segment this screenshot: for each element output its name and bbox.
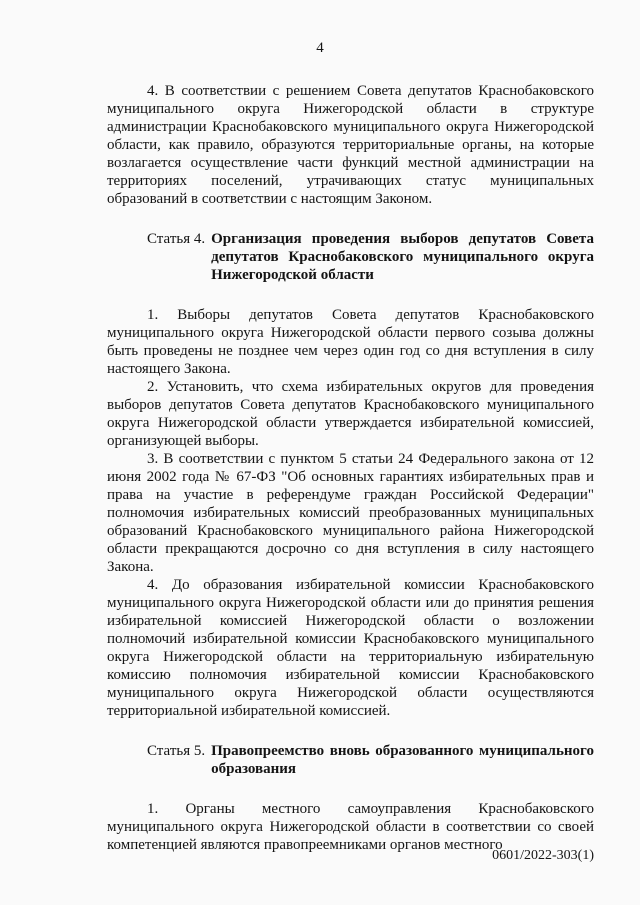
paragraph: 3. В соответствии с пунктом 5 статьи 24 Федерального закона от 12 июня 2002 года № 67-ФЗ "Об основных гарантиях избирательных прав и права на участие в референдуме граждан Российской Федерации" полномочия избирательных комиссий преобразованных муниципальных образований Краснобаковского муниципального района Нижегородской области прекращаются досрочно со дня вступления в силу настоящего Закона. [107,451,594,575]
paragraph: 4. До образования избирательной комиссии Краснобаковского муниципального округа Нижегородской области или до принятия решения избирательной комиссией Нижегородской области о возложении полномочий избирательной комиссии Краснобаковского муниципального округа Нижегородской области на территориальную избирательную комиссию полномочия избирательной комиссии Краснобаковского муниципального округа Нижегородской области осуществляются территориальной избирательной комиссией. [107,577,594,719]
document-body [107,82,594,854]
document-code: 0601/2022-303(1) [492,848,594,863]
article-label: Статья 4. [147,231,206,247]
article-label: Статья 5. [147,743,206,759]
article-title: Организация проведения выборов депутатов Совета депутатов Краснобаковского муниципального округа Нижегородской области [211,231,594,283]
article-heading [107,230,594,284]
article-heading [107,742,594,778]
paragraph: 4. В соответствии с решением Совета депутатов Краснобаковского муниципального округа Нижегородской области в структуре администрации Краснобаковского муниципального округа Нижегородской области, как правило, образуются территориальные органы, на которые возлагается осуществление части функций местной администрации на территориях поселений, утрачивающих статус муниципальных образований в соответствии с настоящим Законом. [107,83,594,207]
page-number: 4 [316,40,324,56]
paragraph: 1. Органы местного самоуправления Краснобаковского муниципального округа Нижегородской области в соответствии со своей компетенцией являются правопреемниками органов местного [107,801,594,853]
paragraph: 1. Выборы депутатов Совета депутатов Краснобаковского муниципального округа Нижегородской области первого созыва должны быть проведены не позднее чем через один год со дня вступления в силу настоящего Закона. [107,307,594,377]
article-title: Правопреемство вновь образованного муниципального образования [211,743,594,777]
paragraph: 2. Установить, что схема избирательных округов для проведения выборов депутатов Совета депутатов Краснобаковского муниципального округа Нижегородской области утверждается избирательной комиссией, организующей выборы. [107,379,594,449]
